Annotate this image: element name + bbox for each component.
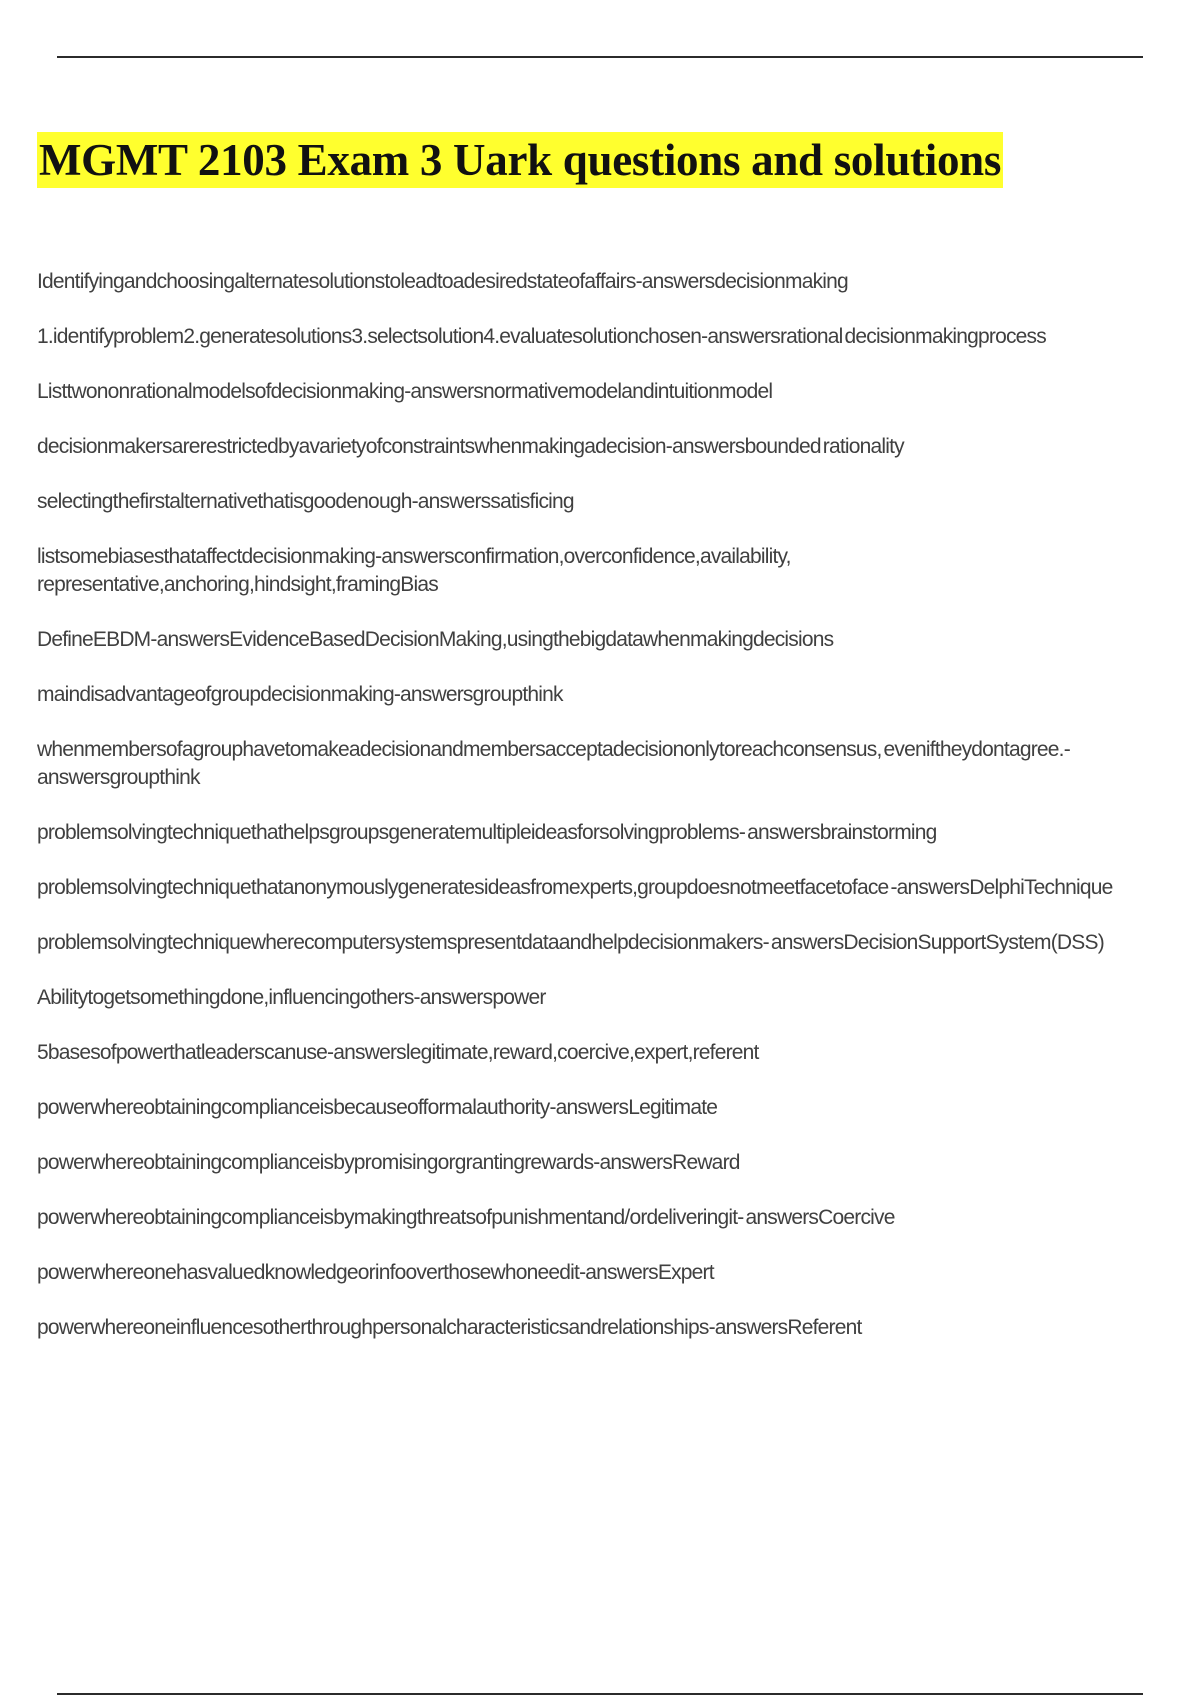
qa-item: problemsolvingtechniquethathelpsgroupsgeneratemultipleideasforsolvingproblems- answersbrainstorming [37, 821, 937, 844]
qa-item: Listtwononrationalmodelsofdecisionmaking-answersnormativemodelandintuitionmodel [37, 380, 773, 403]
qa-item: powerwhereoneinfluencesotherthroughpersonalcharacteristicsandrelationships-answersReferent [37, 1316, 862, 1339]
bottom-divider [57, 1693, 1143, 1695]
qa-item: Abilitytogetsomethingdone,influencingothers-answerspower [37, 986, 546, 1009]
top-divider [57, 56, 1143, 58]
qa-item: whenmembersofagrouphavetomakeadecisionandmembersacceptadecisiononlytoreachconsensus, eveniftheydontagree.-answersgroupthink [37, 738, 1070, 789]
qa-item: 1.identifyproblem2.generatesolutions3.selectsolution4.evaluatesolutionchosen-answersrational decisionmakingprocess [37, 325, 1046, 348]
qa-list [37, 268, 1129, 1369]
qa-item: powerwhereonehasvaluedknowledgeorinfooverthosewhoneedit-answersExpert [37, 1261, 714, 1284]
qa-item: selectingthefirstalternativethatisgoodenough-answerssatisficing [37, 490, 574, 513]
qa-item: powerwhereobtainingcomplianceisbymakingthreatsofpunishmentand/ordeliveringit- answersCoercive [37, 1206, 895, 1229]
qa-item: listsomebiasesthataffectdecisionmaking-answersconfirmation,overconfidence,availability, representative,anchoring,hindsight,framingBias [37, 545, 791, 596]
qa-item: DefineEBDM-answersEvidenceBasedDecisionMaking,usingthebigdatawhenmakingdecisions [37, 628, 834, 651]
title-block [37, 132, 1003, 188]
qa-item: 5basesofpowerthatleaderscanuse-answerslegitimate,reward,coercive,expert,referent [37, 1041, 759, 1064]
qa-item: maindisadvantageofgroupdecisionmaking-answersgroupthink [37, 683, 563, 706]
qa-item: problemsolvingtechniquethatanonymouslygeneratesideasfromexperts,groupdoesnotmeetfacetoface -answersDelphiTechnique [37, 876, 1113, 899]
qa-item: decisionmakersarerestrictedbyavarietyofconstraintswhenmakingadecision-answersbounded rationality [37, 435, 904, 458]
qa-item: powerwhereobtainingcomplianceisbypromisingorgrantingrewards-answersReward [37, 1151, 740, 1174]
document-title: MGMT 2103 Exam 3 Uark questions and solutions [37, 132, 1003, 188]
qa-item: powerwhereobtainingcomplianceisbecauseofformalauthority-answersLegitimate [37, 1096, 718, 1119]
qa-item: problemsolvingtechniquewherecomputersystemspresentdataandhelpdecisionmakers- answersDecisionSupportSystem(DSS) [37, 931, 1104, 954]
qa-item: Identifyingandchoosingalternatesolutionstoleadtoadesiredstateofaffairs-answersdecisionmaking [37, 270, 848, 293]
